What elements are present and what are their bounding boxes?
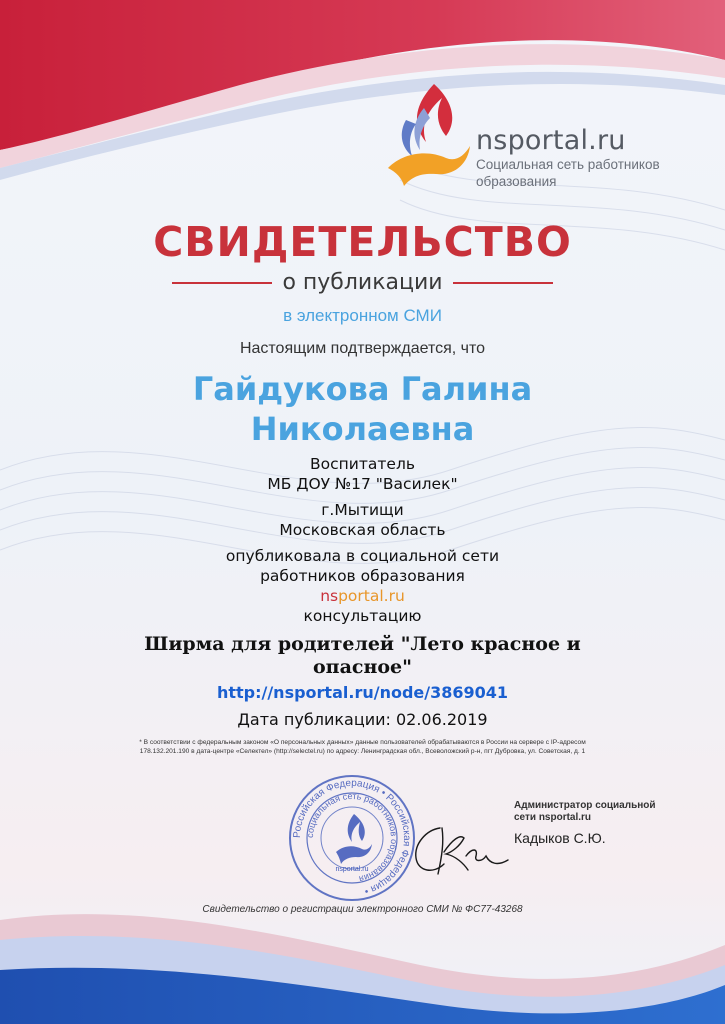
publication-date: Дата публикации: 02.06.2019 xyxy=(237,710,488,729)
published-line2: работников образования xyxy=(260,567,465,585)
signature xyxy=(408,818,513,880)
certificate-title: СВИДЕТЕЛЬСТВО xyxy=(153,218,572,266)
subtitle-row xyxy=(0,270,725,295)
work-title-line1: Ширма для родителей "Лето красное и xyxy=(144,633,581,655)
city: г.Мытищи xyxy=(321,501,404,519)
published-block xyxy=(0,546,725,626)
region: Московская область xyxy=(279,521,446,539)
certificate-subtitle-media: в электронном СМИ xyxy=(283,306,442,325)
stamp-outer-text: Российская Федерация • Российская Федерация • xyxy=(291,777,413,897)
stamp-center-text: nsportal.ru xyxy=(335,866,369,873)
logo-tagline: Социальная сеть работников образования xyxy=(476,157,660,189)
person-name xyxy=(0,369,725,449)
site-name-part1: ns xyxy=(320,587,339,605)
position-block xyxy=(0,454,725,494)
nsportal-logo-icon xyxy=(384,80,474,190)
logo-text-block xyxy=(476,125,666,190)
work-title xyxy=(0,633,725,679)
material-type: консультацию xyxy=(303,607,422,625)
position: Воспитатель xyxy=(310,455,415,473)
footnote xyxy=(0,738,725,756)
site-name xyxy=(0,586,725,606)
subtitle-left-line xyxy=(172,282,272,284)
stamp-inner-text: социальная сеть работников образования xyxy=(304,790,400,885)
footnote-line1: * В соответствии с федеральным законом «О персональных данных» данные пользователей обрабатываются в России на сервере с IP-адресом xyxy=(139,739,586,746)
confirm-text: Настоящим подтверждается, что xyxy=(239,340,486,357)
published-line1: опубликовала в социальной сети xyxy=(225,547,500,565)
admin-title: Администратор социальной сети nsportal.ru xyxy=(514,800,656,823)
person-name-line1: Гайдукова Галина xyxy=(192,370,533,408)
location-block xyxy=(0,500,725,540)
registration-text: Свидетельство о регистрации электронного СМИ № ФС77-43268 xyxy=(202,904,523,915)
logo-name: nsportal.ru xyxy=(476,125,626,156)
footnote-line2: 178.132.201.190 в дата-центре «Селектел» (http://selectel.ru) по адресу: Ленинградская обл., Всеволожский р-н, пгт Дубровка, ул. Советская, д. 1 xyxy=(139,748,586,755)
stamp-hand-icon xyxy=(336,844,372,864)
organization: МБ ДОУ №17 "Василек" xyxy=(267,475,458,493)
publication-link[interactable]: http://nsportal.ru/node/3869041 xyxy=(216,683,509,702)
stamp-flame-icon xyxy=(348,814,365,842)
official-stamp xyxy=(288,774,416,902)
admin-name: Кадыков С.Ю. xyxy=(514,830,606,846)
work-title-line2: опасное" xyxy=(312,656,413,678)
person-name-line2: Николаевна xyxy=(250,410,475,448)
certificate-subtitle: о публикации xyxy=(282,270,443,295)
site-name-part2: portal.ru xyxy=(338,587,405,605)
subtitle-right-line xyxy=(453,282,553,284)
